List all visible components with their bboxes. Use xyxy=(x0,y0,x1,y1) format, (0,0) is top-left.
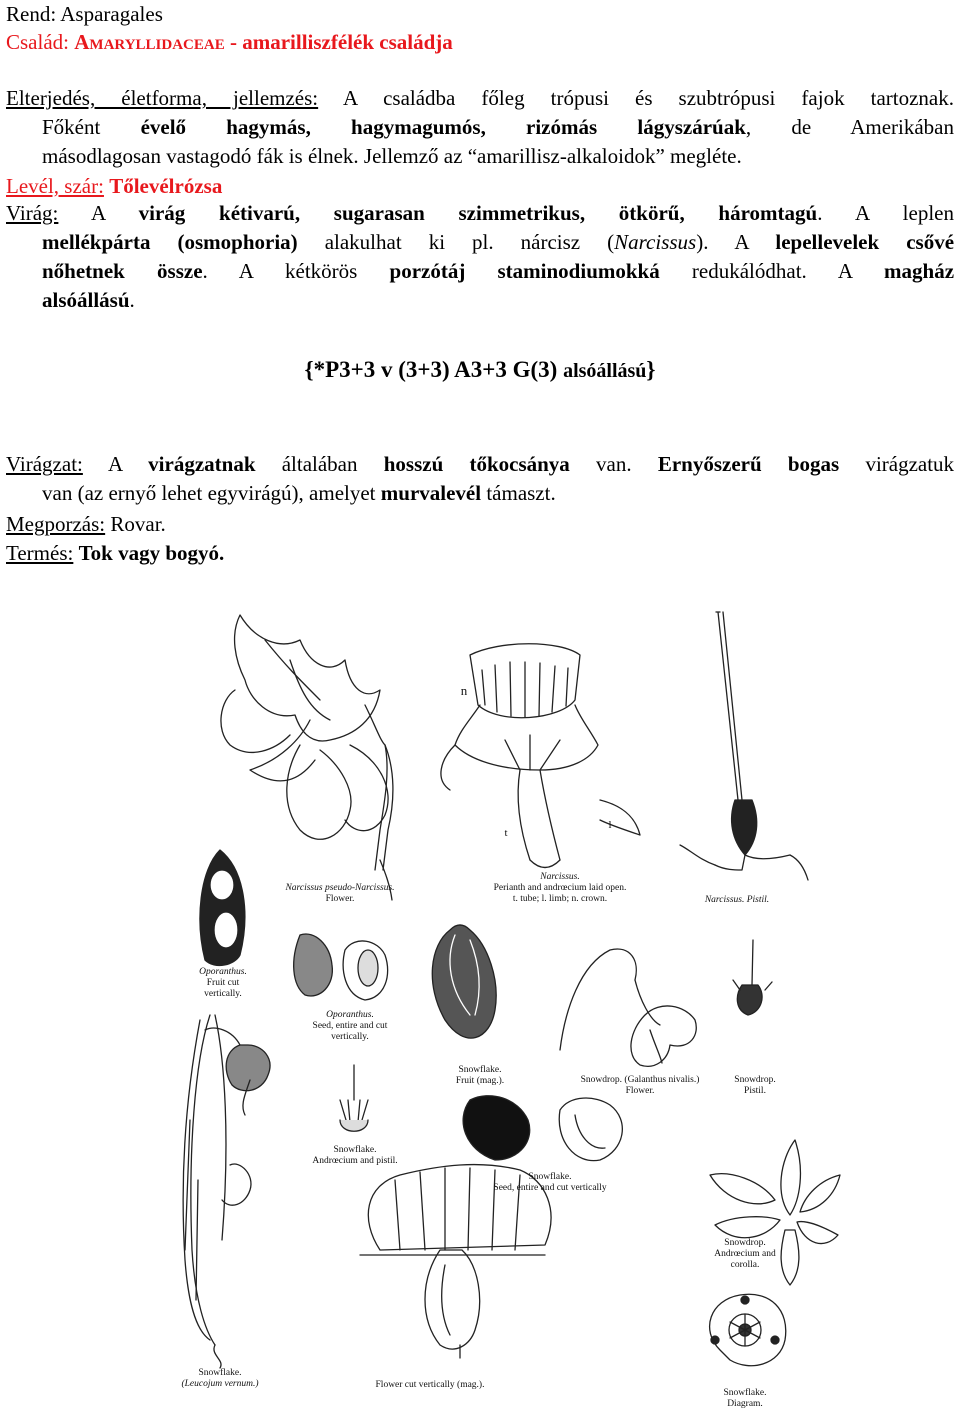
infl-t5: van (az ernyő lehet egyvirágú), amelyet xyxy=(42,481,376,505)
distribution-text-1: A családba főleg trópusi és szubtrópusi fajok tartoznak. xyxy=(343,86,954,110)
distribution-label: Elterjedés, életforma, jellemzés: xyxy=(6,86,319,110)
infl-t2: általában xyxy=(281,452,358,476)
snowflake-fruit-drawing xyxy=(432,925,496,1038)
caption-op-fruit-2: Fruit cut xyxy=(206,978,240,988)
letter-l: l xyxy=(608,819,612,831)
flower-t6: redukálódhat. A xyxy=(691,259,852,283)
caption-sf-seed-1: Snowflake. xyxy=(528,1172,572,1182)
caption-sf-diagram-1: Snowflake. xyxy=(723,1388,767,1398)
caption-sd-flower-1: Snowdrop. (Galanthus nivalis.) xyxy=(580,1075,700,1085)
snowflake-seed-drawing xyxy=(463,1096,622,1161)
caption-oporanthus-fruit xyxy=(188,967,258,1000)
flower-b7: alsóállású xyxy=(42,288,130,312)
infl-b1: virágzatnak xyxy=(148,452,256,476)
caption-snowdrop-androecium xyxy=(700,1238,790,1271)
fruit-value: Tok vagy bogyó. xyxy=(78,541,225,565)
formula-close: } xyxy=(646,357,656,382)
caption-flower-cut-1: Flower cut vertically (mag.). xyxy=(375,1380,485,1390)
flower-b5: porzótáj staminodiumokká xyxy=(389,259,660,283)
caption-narcissus-flower-2: Flower. xyxy=(325,894,355,904)
formula-main: P3+3 v (3+3) A3+3 G(3) xyxy=(325,357,558,382)
formula-star: * xyxy=(313,357,326,382)
inflorescence-label: Virágzat: xyxy=(6,452,83,476)
caption-snowflake-fruit xyxy=(435,1065,525,1087)
narcissus-perianth-drawing xyxy=(441,644,640,868)
flower-label: Virág: xyxy=(6,201,59,225)
infl-b3: Ernyőszerű bogas xyxy=(657,452,840,476)
fruit-label: Termés: xyxy=(6,541,74,565)
distribution-text-2a: Főként xyxy=(42,115,101,139)
leaf-label: Levél, szár: xyxy=(6,174,104,198)
infl-t6: támaszt. xyxy=(486,481,556,505)
caption-sf-andro-2: Andrœcium and pistil. xyxy=(312,1156,398,1166)
caption-op-seed-2: Seed, entire and cut xyxy=(312,1021,388,1031)
infl-t3: van. xyxy=(596,452,632,476)
snowflake-diagram-drawing xyxy=(710,1294,786,1365)
snowflake-plant-drawing xyxy=(183,1015,270,1368)
caption-flower-cut xyxy=(355,1380,505,1391)
flower-b3: lepellevelek csővé xyxy=(775,230,955,254)
formula-suffix: alsóállású xyxy=(563,360,647,382)
caption-sf-fruit-1: Snowflake. xyxy=(458,1065,502,1075)
caption-op-fruit-1: Oporanthus. xyxy=(199,967,247,977)
caption-sf-andro-1: Snowflake. xyxy=(333,1145,377,1155)
caption-narcissus-perianth xyxy=(470,872,650,905)
caption-sf-seed-2: Seed, entire and cut vertically xyxy=(493,1183,607,1193)
flower-t1: A xyxy=(90,201,105,225)
caption-snowflake-diagram xyxy=(700,1388,790,1410)
distribution-text-2b: , de Amerikában xyxy=(745,115,955,139)
pollination-value: Rovar. xyxy=(110,512,166,536)
infl-t1: A xyxy=(107,452,122,476)
flower-b2: mellékpárta (osmophoria) xyxy=(42,230,298,254)
oporanthus-seed-drawing xyxy=(294,934,388,1000)
caption-sd-andro-2: Andrœcium and xyxy=(714,1249,776,1259)
caption-op-seed-1: Oporanthus. xyxy=(326,1010,374,1020)
flower-b4: nőhetnek össze xyxy=(42,259,203,283)
distribution-bold-1: évelő hagymás, hagymagumós, rizómás lágyszárúak xyxy=(140,115,746,139)
family-dash: - xyxy=(229,30,237,54)
pollination-label: Megporzás: xyxy=(6,512,106,536)
oporanthus-fruit-drawing xyxy=(200,850,245,965)
caption-perianth-3: t. tube; l. limb; n. crown. xyxy=(512,894,608,904)
flower-t3: alakulhat ki pl. nárcisz ( xyxy=(324,230,615,254)
flower-i1: Narcissus xyxy=(614,230,697,254)
distribution-text-3: másodlagosan vastagodó fák is élnek. Jellemző az “amarillisz-alkaloidok” megléte. xyxy=(42,144,742,168)
order-text: Rend: Asparagales xyxy=(6,2,163,26)
letter-n: n xyxy=(460,683,468,698)
caption-perianth-2: Perianth and andrœcium laid open. xyxy=(493,883,627,893)
caption-snowflake-seed xyxy=(475,1172,625,1194)
flower-b1: virág kétivarú, sugarasan szimmetrikus, ötkörű, háromtagú xyxy=(138,201,818,225)
caption-snowflake-androecium xyxy=(305,1145,405,1167)
caption-sd-pistil-2: Pistil. xyxy=(744,1086,766,1096)
leaf-value: Tőlevélrózsa xyxy=(109,174,223,198)
narcissus-pistil-drawing xyxy=(680,612,808,880)
caption-snowdrop-flower xyxy=(560,1075,720,1097)
caption-oporanthus-seed xyxy=(295,1010,405,1043)
snowdrop-pistil-drawing xyxy=(733,940,772,1015)
caption-sd-andro-1: Snowdrop. xyxy=(724,1238,766,1248)
flower-t5: . A kétkörös xyxy=(202,259,358,283)
caption-sd-flower-2: Flower. xyxy=(625,1086,655,1096)
flower-t4: ). A xyxy=(696,230,749,254)
caption-narcissus-pistil xyxy=(692,895,782,906)
infl-t4: virágzatuk xyxy=(865,452,955,476)
family-hu-name: amarilliszfélék családja xyxy=(242,30,453,54)
narcissus-flower-drawing xyxy=(221,615,393,900)
family-name: Amaryllidaceae xyxy=(74,30,225,54)
infl-b2: hosszú tőkocsánya xyxy=(383,452,570,476)
caption-narcissus-pistil-1: Narcissus. Pistil. xyxy=(704,895,770,905)
caption-narcissus-flower-1: Narcissus pseudo-Narcissus. xyxy=(285,883,395,893)
caption-perianth-1: Narcissus. xyxy=(540,872,580,882)
caption-narcissus-flower xyxy=(285,883,395,905)
caption-sf-diagram-2: Diagram. xyxy=(727,1399,763,1409)
flower-t2: . A leplen xyxy=(817,201,954,225)
flower-t7: . xyxy=(129,288,135,312)
caption-snowdrop-pistil xyxy=(720,1075,790,1097)
infl-b4: murvalevél xyxy=(380,481,482,505)
snowflake-androecium-drawing xyxy=(340,1065,368,1131)
caption-op-seed-3: vertically. xyxy=(331,1032,369,1042)
caption-sf-plant-2: (Leucojum vernum.) xyxy=(181,1379,259,1389)
caption-op-fruit-3: vertically. xyxy=(204,989,242,999)
formula-open: { xyxy=(304,357,314,382)
caption-sf-fruit-2: Fruit (mag.). xyxy=(455,1076,505,1086)
family-label: Család: xyxy=(6,30,69,54)
caption-snowflake-plant xyxy=(170,1368,270,1390)
snowdrop-flower-drawing xyxy=(560,949,696,1066)
caption-sd-andro-3: corolla. xyxy=(730,1260,760,1270)
letter-t: t xyxy=(504,827,508,839)
flower-b6: magház xyxy=(884,259,955,283)
caption-sd-pistil-1: Snowdrop. xyxy=(734,1075,776,1085)
caption-sf-plant-1: Snowflake. xyxy=(198,1368,242,1378)
